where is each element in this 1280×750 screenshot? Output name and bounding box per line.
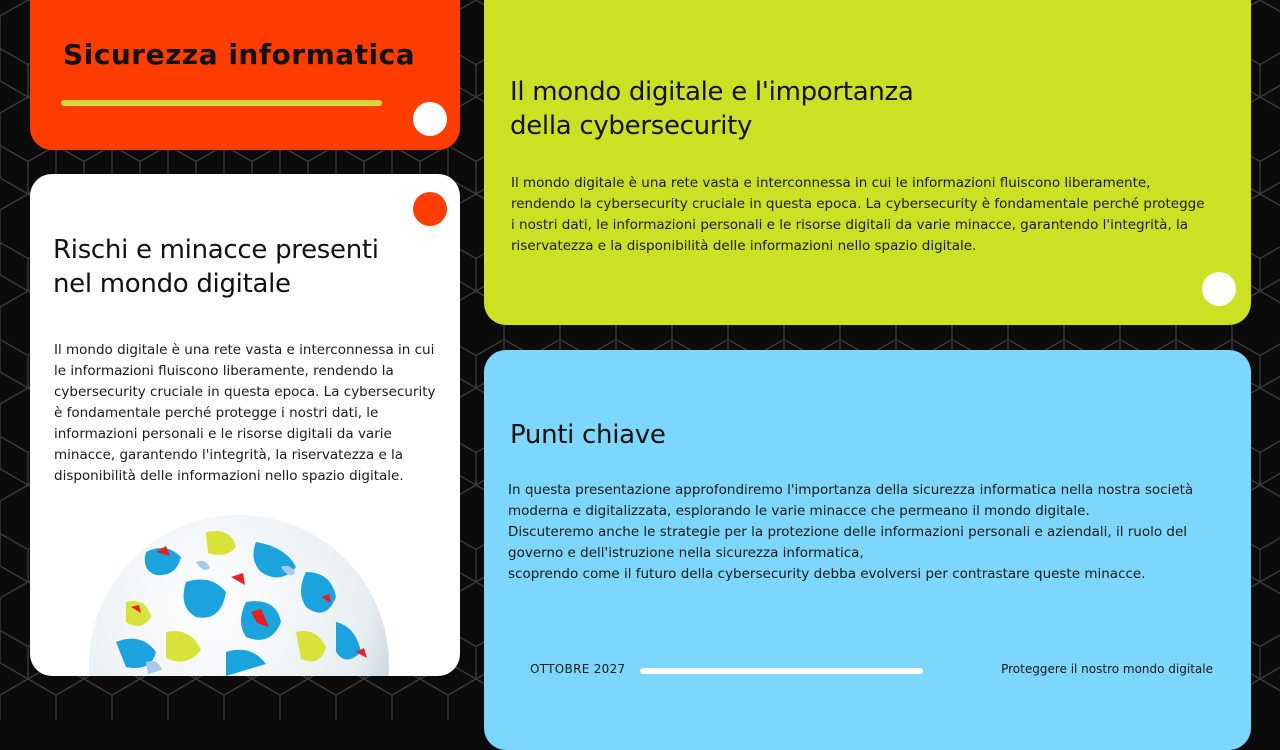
decorative-dot bbox=[413, 102, 447, 136]
risks-body: Il mondo digitale è una rete vasta e interconnessa in cui le informazioni fluiscono liberamente, rendendo la cybersecurity cruciale in questa epoca. La cybersecurity è fondamentale perché protegge i nostri dati, le informazioni personali e le risorse digitali da varie minacce, garantendo l'integrità, la riservatezza e la disponibilità delle informazioni nello spazio digitale. bbox=[54, 342, 436, 484]
risks-heading-line2: nel mondo digitale bbox=[53, 269, 291, 299]
digital-world-heading bbox=[510, 75, 1110, 143]
globe-image bbox=[86, 512, 392, 676]
title-underline bbox=[61, 100, 382, 106]
digital-world-card bbox=[484, 0, 1251, 325]
key-points-card bbox=[484, 350, 1251, 750]
key-points-body bbox=[508, 480, 1198, 585]
footer-note: Proteggere il nostro mondo digitale bbox=[1001, 662, 1213, 676]
digital-heading-line2: della cybersecurity bbox=[510, 111, 753, 141]
key-points-paragraph-1: In questa presentazione approfondiremo l'importanza della sicurezza informatica nella nostra società moderna e digitalizzata, esplorando le varie minacce che permeano il mondo digitale. bbox=[508, 482, 1194, 519]
risks-heading-line1: Rischi e minacce presenti bbox=[53, 235, 379, 265]
risks-heading bbox=[53, 233, 433, 301]
digital-world-body: Il mondo digitale è una rete vasta e interconnessa in cui le informazioni fluiscono liberamente, rendendo la cybersecurity cruciale in questa epoca. La cybersecurity è fondamentale perché protegge i nostri dati, le informazioni personali e le risorse digitali da varie minacce, garantendo l'integrità, la riservatezza e la disponibilità delle informazioni nello spazio digitale. bbox=[511, 175, 1205, 254]
title-card bbox=[30, 0, 460, 150]
key-points-heading: Punti chiave bbox=[510, 420, 666, 450]
presentation-title: Sicurezza informatica bbox=[63, 38, 416, 71]
footer-divider bbox=[640, 668, 923, 674]
decorative-dot bbox=[413, 192, 447, 226]
digital-heading-line1: Il mondo digitale e l'importanza bbox=[510, 77, 914, 107]
key-points-paragraph-3: scoprendo come il futuro della cybersecurity debba evolversi per contrastare queste minacce. bbox=[508, 566, 1146, 582]
key-points-paragraph-2: Discuteremo anche le strategie per la protezione delle informazioni personali e aziendali, il ruolo del governo e dell'istruzione nella sicurezza informatica, bbox=[508, 524, 1188, 561]
footer-date: OTTOBRE 2027 bbox=[530, 662, 626, 676]
risks-card bbox=[30, 174, 460, 676]
decorative-dot bbox=[1202, 272, 1236, 306]
